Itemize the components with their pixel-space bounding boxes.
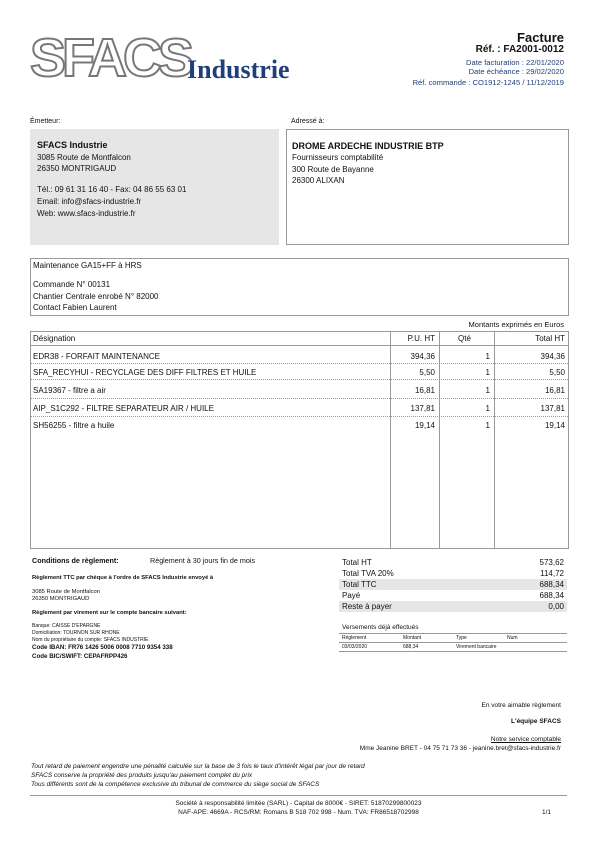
emitter-label: Émetteur: bbox=[30, 118, 61, 125]
bank-domiciliation: Domiciliation: TOURNON SUR RHONE bbox=[32, 630, 120, 636]
header-pu: P.U. HT bbox=[407, 334, 435, 343]
total-label: Total TTC bbox=[342, 580, 377, 589]
row-designation: EDR38 - FORFAIT MAINTENANCE bbox=[33, 352, 160, 361]
bank-name: Banque: CAISSE D'EPARGNE bbox=[32, 623, 101, 629]
recipient-box bbox=[286, 129, 569, 245]
row-designation: AIP_S1C292 - FILTRE SEPARATEUR AIR / HUILE bbox=[33, 404, 214, 413]
total-ttc-row bbox=[339, 579, 567, 590]
recipient-label: Adressé à: bbox=[291, 118, 325, 125]
header-designation: Désignation bbox=[33, 334, 76, 343]
logo-sfacs: SFACS bbox=[30, 28, 191, 88]
total-label: Reste à payer bbox=[342, 602, 392, 611]
vers-amount: 688,34 bbox=[403, 644, 419, 650]
row-pu: 5,50 bbox=[419, 368, 435, 377]
footer-line1: Société à responsabilité limitée (SARL) - Capital de 8000€ - SIRET: 51870299800023 bbox=[175, 800, 422, 807]
bank-iban: Code IBAN: FR76 1426 5006 0008 7710 9354 338 bbox=[32, 644, 173, 651]
row-total: 19,14 bbox=[544, 421, 565, 430]
recipient-line2: 300 Route de Bayanne bbox=[292, 165, 374, 174]
header-qty: Qté bbox=[458, 334, 471, 343]
conditions-value: Règlement à 30 jours fin de mois bbox=[150, 556, 256, 565]
total-value: 688,34 bbox=[539, 580, 564, 589]
closing-contact[interactable]: Mme Jeanine BRET - 04 75 71 73 36 - jeanine.bret@sfacs-industrie.fr bbox=[359, 745, 561, 752]
total-label: Total HT bbox=[342, 558, 372, 567]
row-qty: 1 bbox=[485, 404, 490, 413]
table-header bbox=[31, 332, 568, 346]
account-owner: Nom du propriétaire du compte: SFACS INDUSTRIE bbox=[32, 637, 149, 643]
emitter-email[interactable]: Email: info@sfacs-industrie.fr bbox=[37, 197, 142, 206]
emitter-name: SFACS Industrie bbox=[37, 140, 108, 150]
legal-line2: SFACS conserve la propriété des produits jusqu'au paiement complet du prix bbox=[31, 772, 253, 779]
row-pu: 137,81 bbox=[410, 404, 435, 413]
recipient-line3: 26300 ALIXAN bbox=[292, 176, 345, 185]
cheque-address1: 3085 Route de Montfalcon bbox=[32, 589, 101, 595]
row-qty: 1 bbox=[485, 386, 490, 395]
versements-table bbox=[339, 633, 567, 650]
vers-date: 03/03/2020 bbox=[342, 644, 368, 650]
order-info-box bbox=[30, 258, 569, 316]
vers-header-num: Num bbox=[507, 635, 518, 641]
vers-header-montant: Montant bbox=[403, 635, 422, 641]
total-label: Total TVA 20% bbox=[342, 569, 394, 578]
closing-greeting: En votre aimable règlement bbox=[481, 702, 561, 709]
total-ht-row bbox=[339, 557, 567, 568]
header-total: Total HT bbox=[535, 334, 565, 343]
row-pu: 19,14 bbox=[414, 421, 435, 430]
row-total: 137,81 bbox=[540, 404, 565, 413]
emitter-web[interactable]: Web: www.sfacs-industrie.fr bbox=[37, 209, 136, 218]
remaining-row bbox=[339, 601, 567, 612]
row-designation: SA19367 - filtre a air bbox=[33, 386, 106, 395]
ref-commande: Réf. commande : CO1912-1245 / 11/12/2019 bbox=[412, 78, 564, 87]
info-line3: Chantier Centrale enrobé N° 82000 bbox=[33, 292, 159, 301]
footer-separator bbox=[30, 795, 567, 796]
items-table bbox=[30, 331, 569, 549]
date-echeance: Date échéance : 29/02/2020 bbox=[468, 67, 564, 76]
total-value: 688,34 bbox=[539, 591, 564, 600]
paid-row bbox=[339, 590, 567, 601]
cheque-address2: 26350 MONTRIGAUD bbox=[32, 596, 90, 602]
vers-header-type: Type bbox=[456, 635, 467, 641]
row-qty: 1 bbox=[485, 368, 490, 377]
row-pu: 16,81 bbox=[414, 386, 435, 395]
row-total: 394,36 bbox=[540, 352, 565, 361]
emitter-phone: Tél.: 09 61 31 16 40 - Fax: 04 86 55 63 01 bbox=[37, 185, 187, 194]
recipient-line1: Fournisseurs comptabilité bbox=[292, 153, 384, 162]
row-designation: SH56255 - filtre a huile bbox=[33, 421, 115, 430]
emitter-box bbox=[30, 129, 279, 245]
currency-note: Montants exprimés en Euros bbox=[468, 320, 564, 329]
footer-line2: NAF-APE: 4669A - RCS/RM: Romans B 518 702 998 - Num. TVA: FR86518702998 bbox=[178, 809, 419, 816]
row-qty: 1 bbox=[485, 421, 490, 430]
info-line4: Contact Fabien Laurent bbox=[33, 303, 117, 312]
legal-line3: Tous différents sont de la compétence exclusive du tribunal de commerce du siège social de SFACS bbox=[31, 781, 320, 788]
bank-bic: Code BIC/SWIFT: CEPAFRPP426 bbox=[32, 653, 128, 660]
info-line2: Commande N° 00131 bbox=[33, 280, 111, 289]
date-facturation: Date facturation : 22/01/2020 bbox=[466, 58, 564, 67]
row-total: 16,81 bbox=[544, 386, 565, 395]
invoice-ref: Réf. : FA2001-0012 bbox=[475, 44, 564, 55]
page-number: 1/1 bbox=[541, 809, 551, 816]
row-qty: 1 bbox=[485, 352, 490, 361]
row-total: 5,50 bbox=[549, 368, 565, 377]
total-value: 114,72 bbox=[540, 569, 564, 578]
legal-line1: Tout retard de paiement engendre une pénalité calculée sur la base de 3 fois le taux d'intérêt légal par jour de retard bbox=[31, 763, 365, 770]
info-line1: Maintenance GA15+FF à HRS bbox=[33, 261, 142, 270]
logo-industrie: Industrie bbox=[187, 55, 290, 84]
emitter-address1: 3085 Route de Montfalcon bbox=[37, 153, 131, 162]
vers-header-reglement: Règlement bbox=[342, 635, 367, 641]
virement-title: Règlement par virement sur le compte bancaire suivant: bbox=[32, 610, 187, 616]
total-tva-row bbox=[339, 568, 567, 579]
row-designation: SFA_RECYHUI - RECYCLAGE DES DIFF FILTRES ET HUILE bbox=[33, 368, 257, 377]
conditions-label: Conditions de règlement: bbox=[32, 556, 119, 565]
closing-team: L'équipe SFACS bbox=[511, 718, 561, 725]
invoice-title: Facture bbox=[517, 30, 564, 45]
cheque-title: Règlement TTC par chèque à l'ordre de SFACS Industrie envoyé à bbox=[32, 575, 214, 581]
versements-title: Versements déjà effectués bbox=[342, 624, 419, 631]
total-value: 0,00 bbox=[548, 602, 564, 611]
emitter-address2: 26350 MONTRIGAUD bbox=[37, 164, 117, 173]
total-label: Payé bbox=[342, 591, 361, 600]
row-pu: 394,36 bbox=[410, 352, 435, 361]
total-value: 573,62 bbox=[539, 558, 564, 567]
vers-type: Virement bancaire bbox=[456, 644, 497, 650]
closing-service: Notre service comptable bbox=[490, 736, 561, 743]
recipient-name: DROME ARDECHE INDUSTRIE BTP bbox=[292, 141, 444, 151]
